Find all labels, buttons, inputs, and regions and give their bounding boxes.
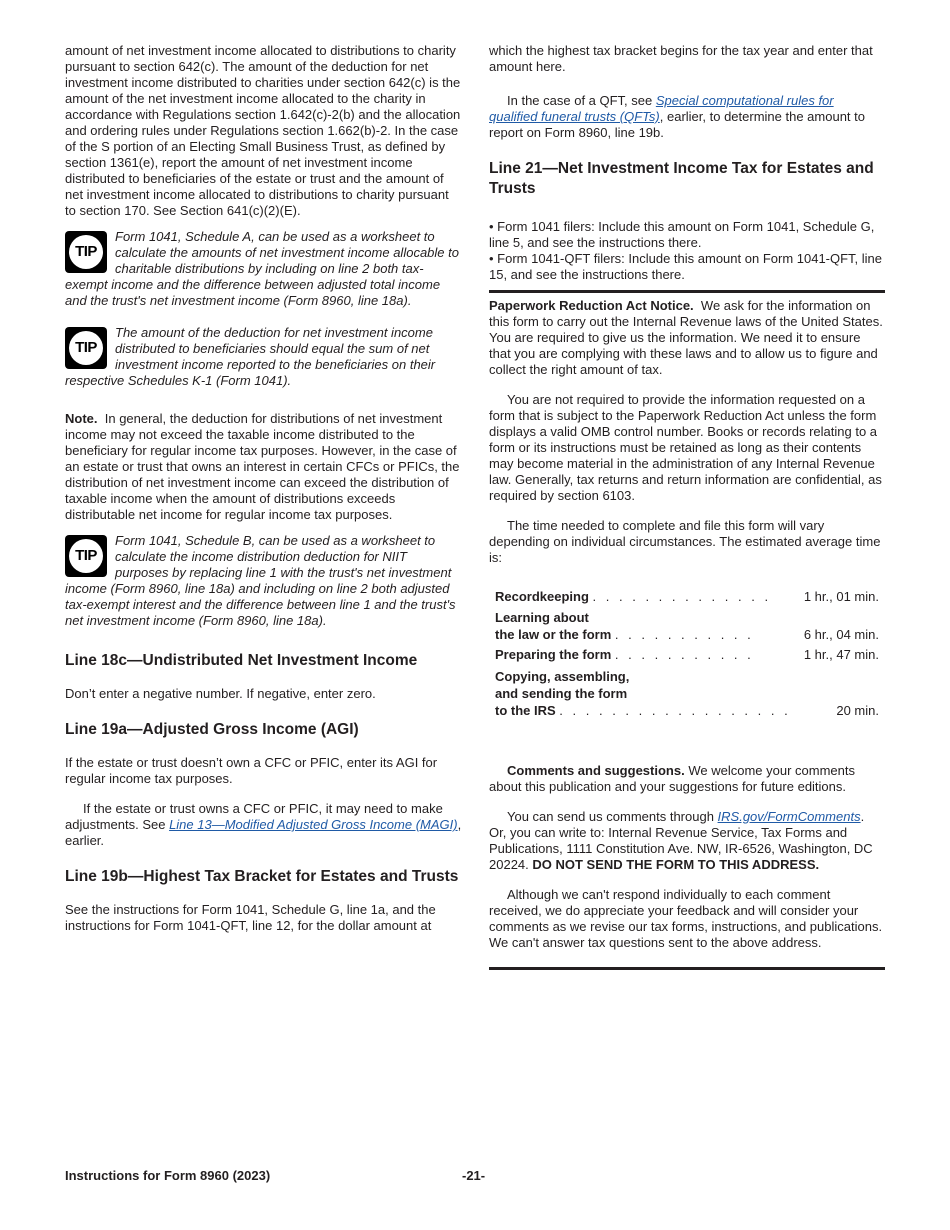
paragraph-19a-agi: If the estate or trust doesn’t own a CFC or PFIC, enter its AGI for regular income tax purposes.	[65, 755, 438, 786]
time-value: 1 hr., 47 min.	[803, 647, 879, 662]
time-value: 20 min.	[836, 703, 879, 718]
time-estimate-table	[495, 581, 879, 719]
note-label: Note.	[65, 411, 98, 426]
tip-box-schedule-a	[65, 229, 462, 309]
heading-line-21: Line 21—Net Investment Income Tax for Estates and Trusts	[489, 160, 874, 197]
paperwork-notice: Paperwork Reduction Act Notice. We ask for the information on this form to carry out the Internal Revenue laws of the United States. You are required to give us the information. We need it to ensure that you are complying with these laws and to allow us to figure and collect the right amount of tax.	[489, 298, 883, 377]
bullet-form-1041: • Form 1041 filers: Include this amount on Form 1041, Schedule G, line 5, and see the instructions there.	[489, 219, 875, 250]
paragraph-19a-cfc: If the estate or trust owns a CFC or PFIC, it may need to make adjustments. See Line 13—Modified Adjusted Gross Income (MAGI), earlier.	[65, 801, 462, 848]
paragraph-19b-continued: which the highest tax bracket begins for the tax year and enter that amount here.	[489, 43, 873, 74]
link-irs-form-comments[interactable]: IRS.gov/FormComments	[717, 809, 861, 824]
time-row-preparing: Preparing the form . . . . . . . . . . . 1 hr., 47 min.	[495, 643, 879, 663]
right-column	[489, 43, 885, 970]
paragraph-send-comments: You can send us comments through IRS.gov/FormComments. Or, you can write to: Internal Revenue Service, Tax Forms and Publications, 1111 Constitution Ave. NW, IR-6526, Washington, DC 20224. DO NOT SEND THE FORM TO THIS ADDRESS.	[489, 809, 873, 872]
footer-title: Instructions for Form 8960 (2023)	[65, 1168, 271, 1183]
left-column	[65, 43, 462, 934]
paragraph-19b: See the instructions for Form 1041, Schedule G, line 1a, and the instructions for Form 1041-QFT, line 12, for the dollar amount at	[65, 902, 436, 933]
paperwork-notice-label: Paperwork Reduction Act Notice.	[489, 298, 694, 313]
note-paragraph	[65, 411, 462, 523]
tip-text-beneficiaries: The amount of the deduction for net investment income distributed to beneficiaries should equal the sum of net investment income reported to the beneficiaries on their respective Schedules K-1 (Form 1041).	[65, 325, 436, 388]
time-row-learning: Learning about the law or the form . . . . . . . . . . . 6 hr., 04 min.	[495, 605, 879, 643]
tip-icon: TIP	[65, 231, 107, 273]
time-value: 1 hr., 01 min.	[803, 589, 879, 604]
tip-text-schedule-b: Form 1041, Schedule B, can be used as a worksheet to calculate the income distribution deduction for NIIT purposes by replacing line 1 with the trust's net investment income (Form 8960, line 18a) and including on line 2 both adjusted tax-exempt interest and the difference between line 1 and the trust's net investment income (Form 8960, line 18a).	[65, 533, 456, 628]
tip-icon: TIP	[65, 535, 107, 577]
tip-box-beneficiaries	[65, 325, 462, 389]
heading-line-19a: Line 19a—Adjusted Gross Income (AGI)	[65, 721, 359, 738]
tip-icon: TIP	[65, 327, 107, 369]
paragraph-qft: In the case of a QFT, see Special computational rules for qualified funeral trusts (QFTs), earlier, to determine the amount to report on Form 8960, line 19b.	[489, 93, 865, 140]
section-divider	[489, 290, 885, 293]
bullet-form-1041-qft: • Form 1041-QFT filers: Include this amount on Form 1041-QFT, line 15, and see the instructions there.	[489, 251, 883, 282]
tip-text-schedule-a: Form 1041, Schedule A, can be used as a worksheet to calculate the amounts of net investment income allocable to charitable distributions by including on line 2 both tax-exempt income and the difference between adjusted total income and the trust's net investment income (Form 8960, line 18a).	[65, 229, 459, 308]
heading-line-18c: Line 18c—Undistributed Net Investment Income	[65, 652, 418, 669]
do-not-send-warning: DO NOT SEND THE FORM TO THIS ADDRESS.	[532, 857, 820, 872]
page-number: -21-	[462, 1168, 486, 1183]
end-divider	[489, 967, 885, 970]
link-qft-rules[interactable]: Special computational rules for qualified funeral trusts (QFTs)	[489, 93, 834, 124]
paragraph-time-needed: The time needed to complete and file this form will vary depending on individual circumstances. The estimated average time is:	[489, 518, 881, 565]
tip-box-schedule-b	[65, 533, 462, 629]
comments-label: Comments and suggestions.	[507, 763, 685, 778]
time-row-recordkeeping: Recordkeeping . . . . . . . . . . . . . . 1 hr., 01 min.	[495, 581, 879, 605]
paragraph-642c: amount of net investment income allocated to distributions to charity pursuant to section 642(c). The amount of the deduction for net investment income distributed to charities under section 642(c) is the amount of the net investment income allocated to the charity in accordance with Regulations section 1.642(c)-2(b) and the allocation and ordering rules under Regulations section 1.662(b)-2. In the case of the S portion of an Electing Small Business Trust, as defined by section 1361(e), report the amount of net investment income distributed to beneficiaries of the estate or trust and the amount of net investment income allocated to distributions to charity pursuant to section 170. See Section 641(c)(2)(E).	[65, 43, 461, 218]
paragraph-omb: You are not required to provide the information requested on a form that is subject to the Paperwork Reduction Act unless the form displays a valid OMB control number. Books or records relating to a form or its instructions must be retained as long as their contents may become material in the administration of any Internal Revenue law. Generally, tax returns and return information are confidential, as required by section 6103.	[489, 392, 882, 503]
time-row-copying: Copying, assembling, and sending the form to the IRS . . . . . . . . . . . . . . . . . . 20 min.	[495, 663, 879, 719]
link-line-13-magi[interactable]: Line 13—Modified Adjusted Gross Income (MAGI)	[169, 817, 458, 832]
time-value: 6 hr., 04 min.	[803, 627, 879, 642]
note-text: In general, the deduction for distributions of net investment income may not exceed the taxable income distributed to the beneficiary for regular income tax purposes. However, in the case of an estate or trust that owns an interest in certain CFCs or PFICs, the distribution of net investment income can exceed the distribution of taxable income when the amount of distributions exceeds distributable net income for regular income tax purposes.	[65, 411, 460, 522]
heading-line-19b: Line 19b—Highest Tax Bracket for Estates and Trusts	[65, 868, 459, 885]
paragraph-18c: Don’t enter a negative number. If negative, enter zero.	[65, 686, 376, 701]
paragraph-comments: Comments and suggestions. We welcome your comments about this publication and your suggestions for future editions.	[489, 763, 855, 794]
paragraph-although: Although we can't respond individually to each comment received, we do appreciate your feedback and will consider your comments as we revise our tax forms, instructions, and publications. We can't answer tax questions sent to the above address.	[489, 887, 883, 950]
